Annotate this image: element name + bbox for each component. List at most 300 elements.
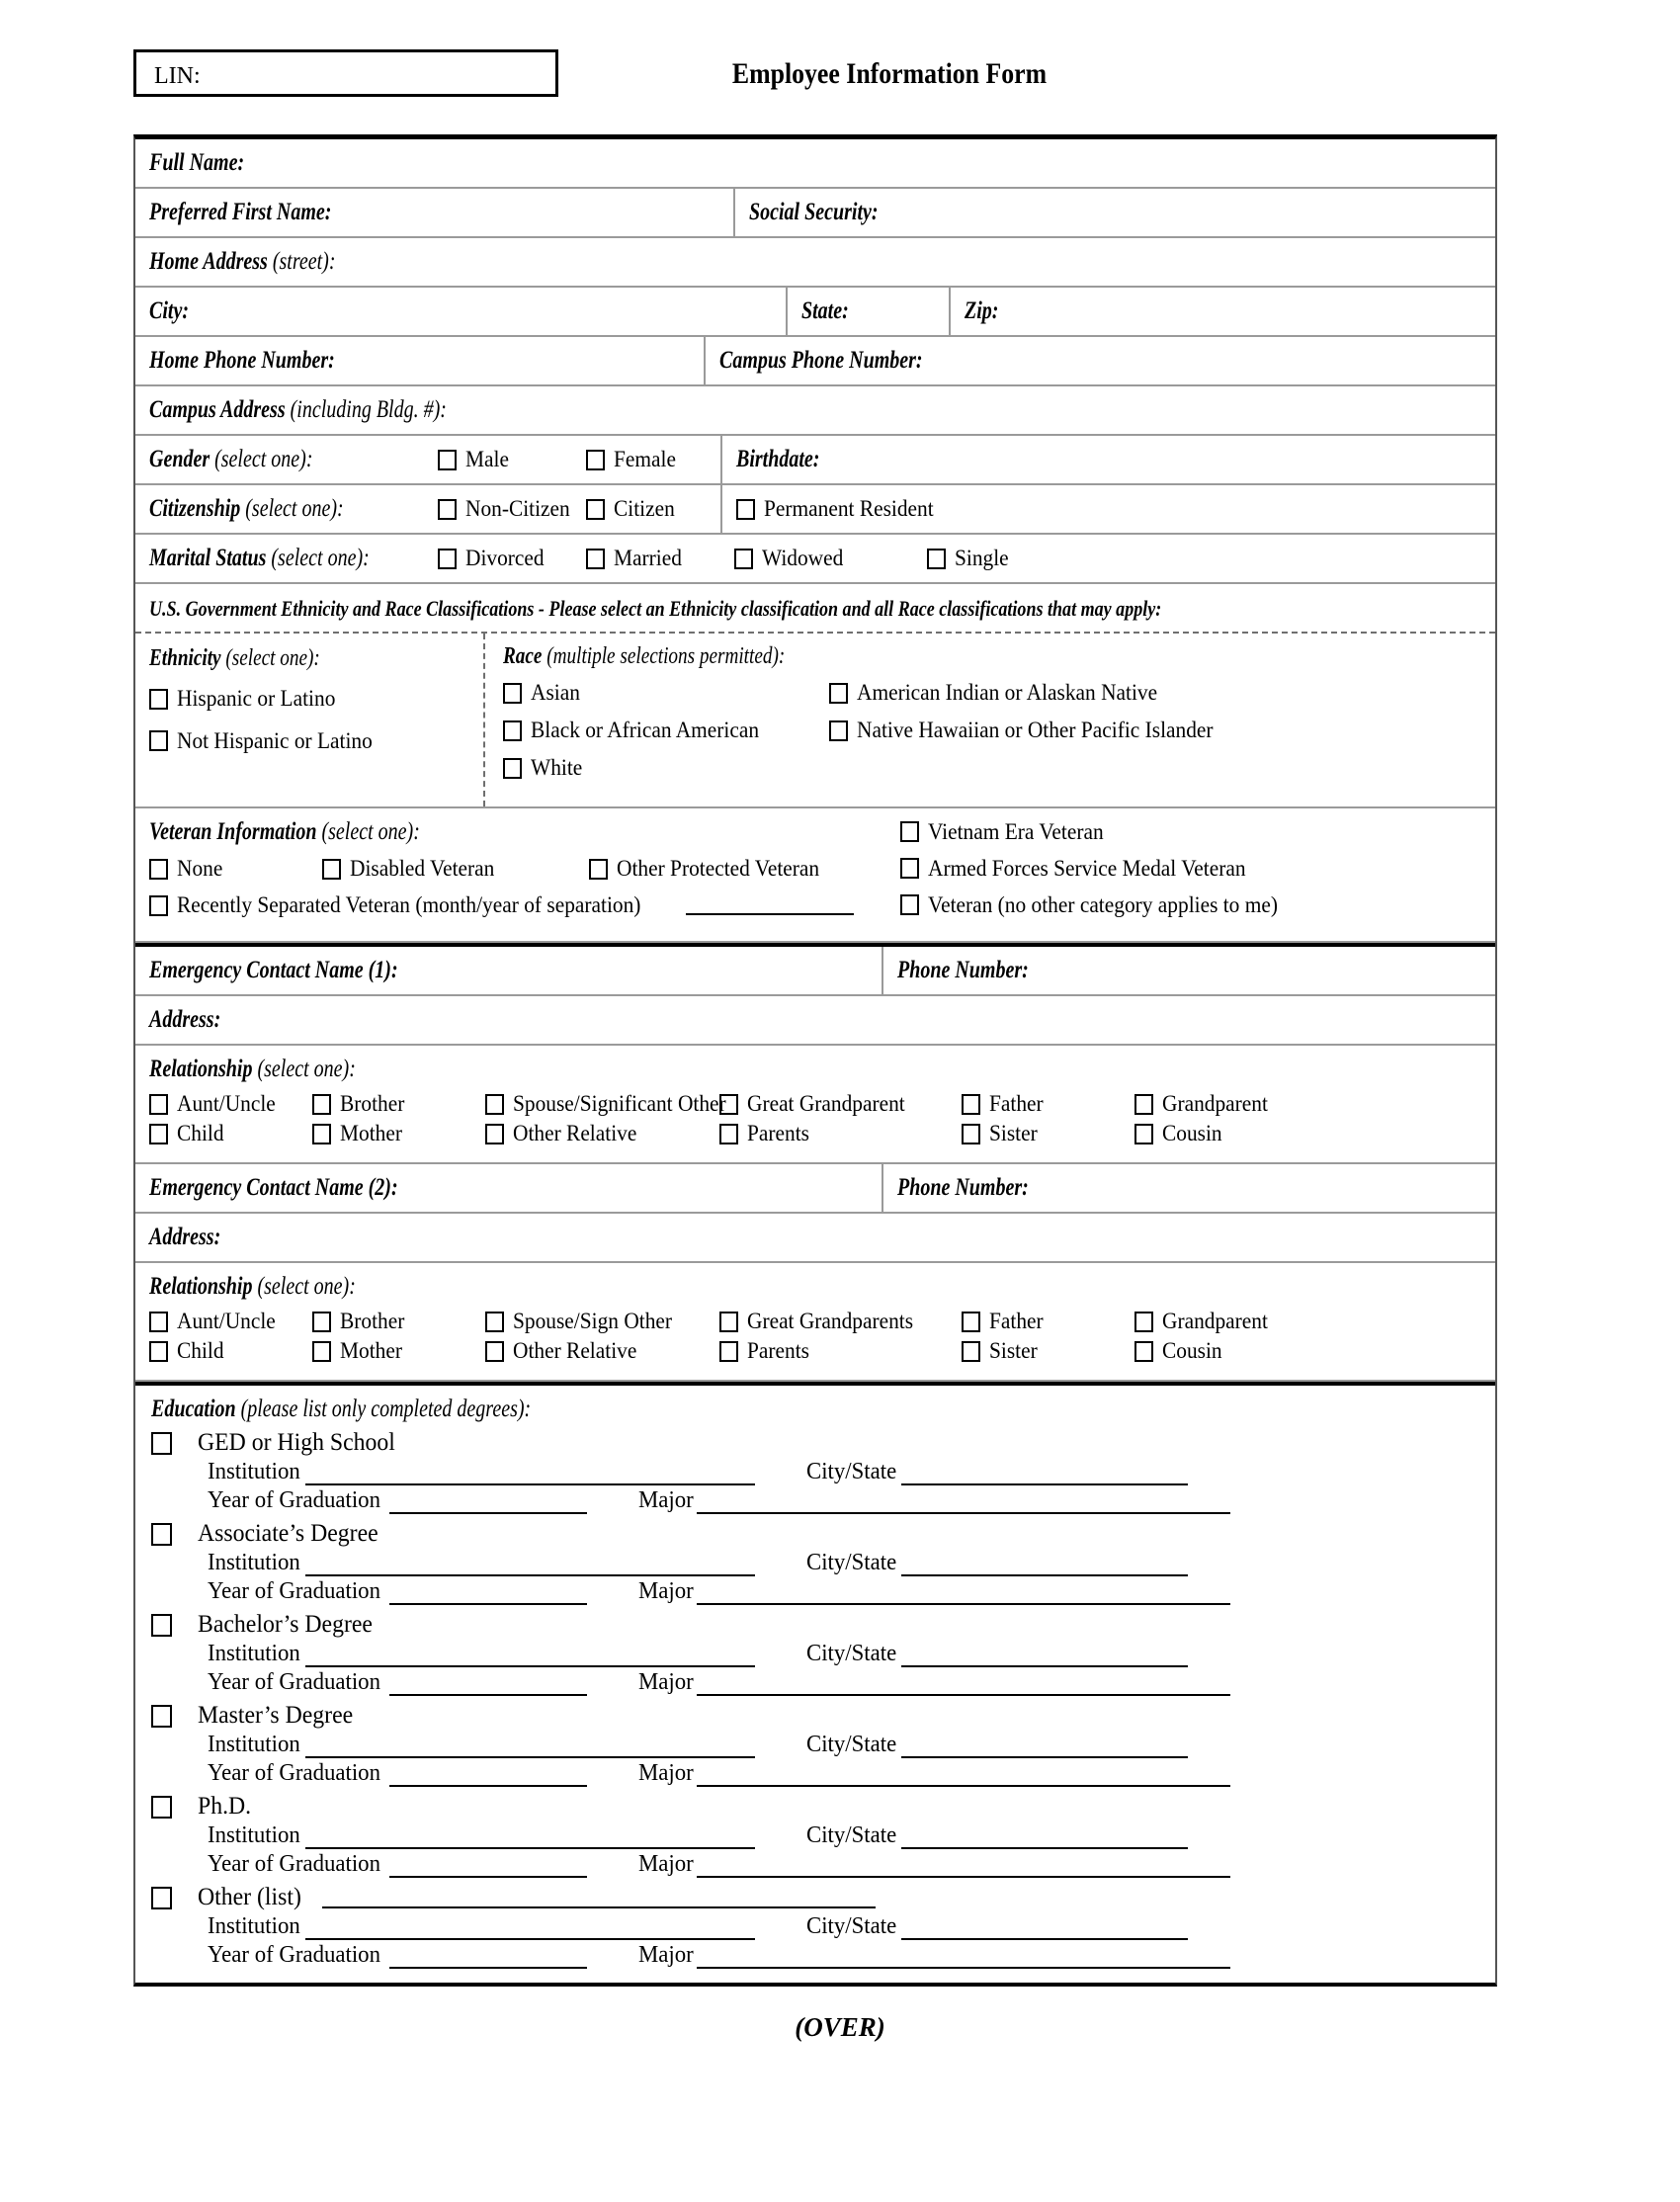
zip-label: Zip: <box>965 297 999 324</box>
row-emergency-contact-2-name <box>135 1164 1495 1214</box>
race-left-1-label: Black or African American <box>531 718 760 742</box>
gender-label: Gender (select one): <box>149 446 313 472</box>
veteran-option-no-other-category[interactable] <box>900 892 1481 918</box>
ssn-label-cell <box>733 189 880 236</box>
education-degree-label: Master’s Degree <box>198 1702 354 1729</box>
relationship-column <box>962 1309 1134 1368</box>
row-ethnicity-race <box>135 634 1495 808</box>
citizenship-label-cell <box>135 485 424 533</box>
checkbox-degree[interactable] <box>151 1523 172 1546</box>
checkbox-married[interactable] <box>586 549 605 569</box>
education-entry <box>151 1429 1481 1514</box>
checkbox-american-indian-or-alaskan-native[interactable] <box>829 683 848 704</box>
emergency-contact-2-address-cell[interactable] <box>135 1214 1495 1261</box>
year-of-graduation-input[interactable] <box>389 1765 587 1787</box>
major-input[interactable] <box>697 1947 1230 1969</box>
relationship-column <box>1134 1091 1481 1150</box>
checkbox-degree[interactable] <box>151 1614 172 1637</box>
checkbox-disabled-veteran[interactable] <box>322 859 341 880</box>
row-campus-address <box>135 386 1495 436</box>
checkbox-relationship[interactable] <box>312 1341 331 1362</box>
checkbox-relationship[interactable] <box>485 1094 504 1115</box>
relationship-option[interactable] <box>962 1338 1134 1364</box>
citizenship-option-permanent-resident[interactable] <box>720 485 1495 533</box>
birthdate-cell[interactable] <box>720 436 1495 483</box>
checkbox-non-citizen[interactable] <box>438 499 457 520</box>
education-entries <box>151 1429 1481 1969</box>
relationship-option-label: Great Grandparent <box>747 1091 905 1116</box>
institution-label: Institution <box>208 1641 300 1666</box>
institution-input[interactable] <box>305 1736 755 1758</box>
marital-option-2-label: Widowed <box>762 546 844 570</box>
relationship-option[interactable] <box>719 1121 962 1146</box>
veteran-option-recently-separated[interactable] <box>149 892 676 918</box>
ethnicity-block <box>135 634 483 806</box>
education-degree-label: Ph.D. <box>198 1793 252 1820</box>
relationship-option[interactable] <box>312 1121 485 1146</box>
checkbox-veteran-no-other-category[interactable] <box>900 894 919 915</box>
campus-address-cell[interactable] <box>135 386 1495 434</box>
city-state-input[interactable] <box>901 1918 1188 1940</box>
preferred-name-cell[interactable] <box>135 189 733 236</box>
year-of-graduation-input[interactable] <box>389 1947 587 1969</box>
veteran-recently-separated-label: Recently Separated Veteran (month/year of separation) <box>177 892 641 917</box>
checkbox-relationship[interactable] <box>1134 1341 1153 1362</box>
checkbox-native-hawaiian-or-other-pacific-islander[interactable] <box>829 720 848 741</box>
row-emergency-contact-1-relationship <box>135 1046 1495 1164</box>
institution-input[interactable] <box>305 1555 755 1576</box>
education-label: Education (please list only completed degrees): <box>151 1396 532 1422</box>
relationship-option-label: Father <box>989 1309 1044 1333</box>
education-institution-line <box>208 1822 1481 1849</box>
relationship-option[interactable] <box>962 1091 1134 1117</box>
emergency-contact-2-phone-cell[interactable] <box>882 1164 1495 1212</box>
relationship-option[interactable] <box>312 1309 485 1334</box>
emergency-contact-2-relationship-grid <box>149 1309 1481 1368</box>
citizenship-label: Citizenship (select one): <box>149 495 344 522</box>
city-state-label: City/State <box>805 1641 896 1666</box>
relationship-option[interactable] <box>1134 1309 1481 1334</box>
relationship-option[interactable] <box>485 1309 719 1334</box>
citizenship-option-0-label: Non-Citizen <box>465 496 570 521</box>
zip-cell[interactable] <box>949 288 1495 335</box>
preferred-first-name-label: Preferred First Name: <box>149 199 332 225</box>
relationship-option[interactable] <box>719 1091 962 1117</box>
relationship-option[interactable] <box>1134 1091 1481 1117</box>
checkbox-other-degree[interactable] <box>151 1887 172 1909</box>
relationship-option[interactable] <box>719 1338 962 1364</box>
checkbox-white[interactable] <box>503 758 522 779</box>
relationship-option-label: Mother <box>340 1121 402 1145</box>
campus-address-label: Campus Address (including Bldg. #): <box>149 396 447 423</box>
race-right-1-label: Native Hawaiian or Other Pacific Islander <box>857 718 1214 742</box>
row-emergency-contact-2-address <box>135 1214 1495 1263</box>
major-label: Major <box>638 1760 694 1786</box>
city-cell[interactable] <box>135 288 786 335</box>
citizenship-option-citizen[interactable] <box>572 485 720 533</box>
separation-date-input[interactable] <box>686 896 854 915</box>
form-body <box>133 134 1497 1987</box>
veteran-right-0-label: Vietnam Era Veteran <box>928 818 1104 844</box>
institution-label: Institution <box>208 1822 300 1848</box>
ethnicity-option-1-label: Not Hispanic or Latino <box>177 727 373 753</box>
veteran-left-1-label: Disabled Veteran <box>350 856 495 881</box>
relationship-option-label: Parents <box>747 1121 809 1145</box>
year-of-graduation-label: Year of Graduation <box>208 1851 380 1877</box>
veteran-option-armed-forces-medal[interactable] <box>900 856 1481 882</box>
row-emergency-contact-2-relationship <box>135 1263 1495 1382</box>
race-column-left <box>503 680 829 793</box>
education-year-major-line <box>208 1851 1481 1878</box>
veteran-option-vietnam-era[interactable] <box>900 819 1481 845</box>
major-input[interactable] <box>697 1492 1230 1514</box>
relationship-option[interactable] <box>312 1338 485 1364</box>
home-address-cell[interactable] <box>135 238 1495 286</box>
gender-option-male[interactable] <box>424 436 572 483</box>
relationship-column <box>719 1309 962 1368</box>
relationship-option-label: Cousin <box>1162 1338 1222 1363</box>
race-column-right <box>829 680 1485 793</box>
education-degree-row[interactable] <box>151 1793 1481 1821</box>
checkbox-recently-separated-veteran[interactable] <box>149 895 168 916</box>
relationship-option[interactable] <box>149 1091 312 1117</box>
relationship-option-label: Child <box>177 1121 224 1145</box>
emergency-contact-2-relationship-label: Relationship (select one): <box>149 1273 356 1300</box>
birthdate-label: Birthdate: <box>736 446 820 472</box>
major-input[interactable] <box>697 1856 1230 1878</box>
other-degree-input[interactable] <box>322 1887 876 1908</box>
education-year-major-line <box>208 1487 1481 1514</box>
full-name-label-cell <box>135 139 254 187</box>
year-of-graduation-input[interactable] <box>389 1674 587 1696</box>
education-entry <box>151 1793 1481 1878</box>
education-other-label: Other (list) <box>198 1884 301 1910</box>
city-state-label: City/State <box>805 1732 896 1757</box>
relationship-column <box>719 1091 962 1150</box>
education-institution-line <box>208 1641 1481 1667</box>
gender-male-label: Male <box>465 447 509 471</box>
institution-input[interactable] <box>305 1827 755 1849</box>
veteran-right-1-label: Armed Forces Service Medal Veteran <box>928 855 1246 881</box>
relationship-column <box>149 1309 312 1368</box>
relationship-option-label: Brother <box>340 1309 405 1333</box>
page-footer: (OVER) <box>795 2012 885 2042</box>
checkbox-relationship[interactable] <box>1134 1312 1153 1332</box>
gender-female-label: Female <box>614 447 676 471</box>
form-header <box>0 28 1680 127</box>
row-marital-status <box>135 535 1495 584</box>
city-state-input[interactable] <box>901 1464 1188 1485</box>
year-of-graduation-label: Year of Graduation <box>208 1669 380 1695</box>
full-name-label: Full Name: <box>149 149 245 176</box>
checkbox-hispanic-or-latino[interactable] <box>149 689 168 710</box>
gender-option-female[interactable] <box>572 436 720 483</box>
education-degree-label: GED or High School <box>198 1429 395 1456</box>
veteran-left-0-label: None <box>177 856 223 881</box>
ethnicity-option-0-label: Hispanic or Latino <box>177 686 336 711</box>
emergency-contact-1-name-label: Emergency Contact Name (1): <box>149 957 398 983</box>
year-of-graduation-input[interactable] <box>389 1856 587 1878</box>
city-state-input[interactable] <box>901 1736 1188 1758</box>
row-education <box>135 1382 1495 1983</box>
veteran-option-other-protected[interactable] <box>589 856 835 882</box>
checkbox-relationship[interactable] <box>485 1341 504 1362</box>
emergency-contact-2-address-label: Address: <box>149 1224 221 1250</box>
relationship-column <box>312 1091 485 1150</box>
institution-label: Institution <box>208 1913 300 1939</box>
education-institution-line <box>208 1913 1481 1940</box>
education-institution-line <box>208 1459 1481 1485</box>
marital-option-widowed[interactable] <box>720 535 913 582</box>
city-state-input[interactable] <box>901 1646 1188 1667</box>
checkbox-widowed[interactable] <box>734 549 753 569</box>
veteran-right-2-label: Veteran (no other category applies to me) <box>928 891 1278 917</box>
major-input[interactable] <box>697 1583 1230 1605</box>
checkbox-degree[interactable] <box>151 1705 172 1728</box>
checkbox-relationship[interactable] <box>485 1124 504 1144</box>
ethnicity-race-notice-text: U.S. Government Ethnicity and Race Classifications - Please select an Ethnicity classification and all Race classifications that may apply: <box>149 596 1162 621</box>
home-address-label: Home Address (street): <box>149 248 336 275</box>
race-block <box>483 634 1495 806</box>
citizenship-option-2-label: Permanent Resident <box>764 496 934 521</box>
row-citizenship <box>135 485 1495 535</box>
relationship-column <box>312 1309 485 1368</box>
relationship-option[interactable] <box>962 1309 1134 1334</box>
city-state-label: City/State <box>805 1459 896 1484</box>
education-degree-row[interactable] <box>151 1702 1481 1730</box>
institution-label: Institution <box>208 1459 300 1484</box>
checkbox-relationship[interactable] <box>312 1312 331 1332</box>
race-left-2-label: White <box>531 755 583 780</box>
relationship-option[interactable] <box>485 1121 719 1146</box>
relationship-column <box>962 1091 1134 1150</box>
education-year-major-line <box>208 1760 1481 1787</box>
row-preferred-name <box>135 189 1495 238</box>
education-institution-line <box>208 1550 1481 1576</box>
row-emergency-contact-1-name <box>135 943 1495 996</box>
veteran-option-none[interactable] <box>149 856 322 882</box>
checkbox-not-hispanic-or-latino[interactable] <box>149 730 168 751</box>
emergency-contact-1-phone-label: Phone Number: <box>897 957 1029 983</box>
institution-input[interactable] <box>305 1464 755 1485</box>
major-label: Major <box>638 1942 694 1968</box>
major-label: Major <box>638 1669 694 1695</box>
city-state-input[interactable] <box>901 1827 1188 1849</box>
row-full-name <box>135 139 1495 189</box>
marital-option-single[interactable] <box>913 535 1495 582</box>
checkbox-relationship[interactable] <box>962 1094 980 1115</box>
relationship-option-label: Mother <box>340 1338 402 1363</box>
veteran-option-disabled[interactable] <box>322 856 589 882</box>
social-security-label: Social Security: <box>749 199 879 225</box>
race-option-white[interactable] <box>503 755 829 781</box>
race-option-asian[interactable] <box>503 680 829 706</box>
form-page <box>0 28 1680 2202</box>
relationship-option[interactable] <box>719 1309 962 1334</box>
relationship-option[interactable] <box>149 1121 312 1146</box>
year-of-graduation-label: Year of Graduation <box>208 1942 380 1968</box>
checkbox-relationship[interactable] <box>719 1124 738 1144</box>
checkbox-permanent-resident[interactable] <box>736 499 755 520</box>
marital-option-divorced[interactable] <box>424 535 572 582</box>
education-entry <box>151 1702 1481 1787</box>
checkbox-asian[interactable] <box>503 683 522 704</box>
emergency-contact-2-name-cell[interactable] <box>135 1164 882 1212</box>
major-label: Major <box>638 1851 694 1877</box>
ethnicity-option-hispanic[interactable] <box>149 686 347 712</box>
campus-phone-cell[interactable] <box>704 337 1495 384</box>
veteran-right-column <box>900 819 1481 929</box>
emergency-contact-2-name-label: Emergency Contact Name (2): <box>149 1174 398 1201</box>
relationship-column <box>149 1091 312 1150</box>
year-of-graduation-input[interactable] <box>389 1492 587 1514</box>
marital-option-0-label: Divorced <box>465 546 545 570</box>
checkbox-relationship[interactable] <box>149 1312 168 1332</box>
institution-label: Institution <box>208 1550 300 1575</box>
relationship-option-label: Grandparent <box>1162 1309 1268 1333</box>
education-entry <box>151 1611 1481 1696</box>
relationship-option-label: Brother <box>340 1091 405 1116</box>
relationship-option-label: Great Grandparents <box>747 1309 914 1333</box>
checkbox-relationship[interactable] <box>149 1124 168 1144</box>
education-year-major-line <box>208 1942 1481 1969</box>
veteran-left-column <box>149 818 900 929</box>
emergency-contact-1-phone-cell[interactable] <box>882 947 1495 994</box>
checkbox-relationship[interactable] <box>1134 1124 1153 1144</box>
race-option-native-hawaiian[interactable] <box>829 718 1485 743</box>
relationship-option[interactable] <box>1134 1338 1481 1364</box>
major-input[interactable] <box>697 1674 1230 1696</box>
marital-status-label-cell <box>135 535 424 582</box>
relationship-column <box>485 1091 726 1150</box>
relationship-option[interactable] <box>962 1121 1134 1146</box>
relationship-option-label: Father <box>989 1091 1044 1116</box>
education-institution-line <box>208 1732 1481 1758</box>
relationship-option[interactable] <box>149 1309 312 1334</box>
education-other-row[interactable] <box>151 1884 1481 1911</box>
city-label: City: <box>149 297 189 324</box>
checkbox-other-protected-veteran[interactable] <box>589 859 608 880</box>
checkbox-relationship[interactable] <box>719 1312 738 1332</box>
education-year-major-line <box>208 1578 1481 1605</box>
row-emergency-contact-1-address <box>135 996 1495 1046</box>
checkbox-vietnam-era-veteran[interactable] <box>900 821 919 842</box>
checkbox-relationship[interactable] <box>312 1124 331 1144</box>
relationship-option[interactable] <box>1134 1121 1481 1146</box>
marital-option-3-label: Single <box>955 546 1009 570</box>
relationship-option-label: Sister <box>989 1338 1038 1363</box>
relationship-option[interactable] <box>312 1091 485 1117</box>
checkbox-veteran-none[interactable] <box>149 859 168 880</box>
checkbox-single[interactable] <box>927 549 946 569</box>
state-label: State: <box>801 297 849 324</box>
institution-input[interactable] <box>305 1918 755 1940</box>
marital-option-married[interactable] <box>572 535 720 582</box>
emergency-contact-1-address-cell[interactable] <box>135 996 1495 1044</box>
citizenship-option-non-citizen[interactable] <box>424 485 572 533</box>
checkbox-relationship[interactable] <box>1134 1094 1153 1115</box>
state-cell[interactable] <box>786 288 949 335</box>
relationship-option-label: Spouse/Sign Other <box>513 1309 673 1333</box>
checkbox-relationship[interactable] <box>312 1094 331 1115</box>
year-of-graduation-label: Year of Graduation <box>208 1760 380 1786</box>
education-degree-label: Associate’s Degree <box>198 1520 378 1547</box>
city-state-label: City/State <box>805 1550 896 1575</box>
relationship-option-label: Other Relative <box>513 1121 637 1145</box>
education-entry <box>151 1520 1481 1605</box>
relationship-option[interactable] <box>485 1091 726 1117</box>
checkbox-relationship[interactable] <box>485 1312 504 1332</box>
relationship-option-label: Aunt/Uncle <box>177 1091 276 1116</box>
major-label: Major <box>638 1487 694 1513</box>
row-phones <box>135 337 1495 386</box>
relationship-option-label: Cousin <box>1162 1121 1222 1145</box>
row-home-address <box>135 238 1495 288</box>
education-degree-row[interactable] <box>151 1429 1481 1457</box>
checkbox-citizen[interactable] <box>586 499 605 520</box>
education-degree-row[interactable] <box>151 1611 1481 1639</box>
row-veteran <box>135 808 1495 943</box>
gender-label-cell <box>135 436 424 483</box>
education-degree-row[interactable] <box>151 1520 1481 1548</box>
race-option-american-indian[interactable] <box>829 680 1485 706</box>
relationship-option[interactable] <box>485 1338 719 1364</box>
relationship-option-label: Grandparent <box>1162 1091 1268 1116</box>
race-right-0-label: American Indian or Alaskan Native <box>857 680 1158 705</box>
citizenship-option-1-label: Citizen <box>614 496 675 521</box>
year-of-graduation-label: Year of Graduation <box>208 1578 380 1604</box>
checkbox-black-or-african-american[interactable] <box>503 720 522 741</box>
checkbox-female[interactable] <box>586 450 605 470</box>
home-phone-cell[interactable] <box>135 337 704 384</box>
year-of-graduation-label: Year of Graduation <box>208 1487 380 1513</box>
checkbox-divorced[interactable] <box>438 549 457 569</box>
relationship-option-label: Spouse/Significant Other <box>513 1091 726 1116</box>
ethnicity-label: Ethnicity (select one): <box>149 645 320 671</box>
checkbox-relationship[interactable] <box>962 1124 980 1144</box>
checkbox-armed-forces-service-medal-veteran[interactable] <box>900 858 919 879</box>
relationship-column <box>485 1309 719 1368</box>
row-gender <box>135 436 1495 485</box>
checkbox-relationship[interactable] <box>962 1341 980 1362</box>
relationship-option-label: Child <box>177 1338 224 1363</box>
year-of-graduation-input[interactable] <box>389 1583 587 1605</box>
lin-box[interactable] <box>133 49 558 97</box>
emergency-contact-2-phone-label: Phone Number: <box>897 1174 1029 1201</box>
institution-input[interactable] <box>305 1646 755 1667</box>
relationship-option-label: Parents <box>747 1338 809 1363</box>
marital-option-1-label: Married <box>614 546 682 570</box>
checkbox-relationship[interactable] <box>149 1341 168 1362</box>
checkbox-degree[interactable] <box>151 1796 172 1819</box>
city-state-label: City/State <box>805 1822 896 1848</box>
checkbox-relationship[interactable] <box>962 1312 980 1332</box>
home-phone-label: Home Phone Number: <box>149 347 335 374</box>
checkbox-degree[interactable] <box>151 1432 172 1455</box>
checkbox-relationship[interactable] <box>149 1094 168 1115</box>
race-option-black[interactable] <box>503 718 829 743</box>
relationship-option[interactable] <box>149 1338 312 1364</box>
veteran-label: Veteran Information (select one): <box>149 818 420 845</box>
ethnicity-option-not-hispanic[interactable] <box>149 728 387 754</box>
education-entry-other <box>151 1884 1481 1969</box>
city-state-input[interactable] <box>901 1555 1188 1576</box>
city-state-label: City/State <box>805 1913 896 1939</box>
major-input[interactable] <box>697 1765 1230 1787</box>
checkbox-relationship[interactable] <box>719 1341 738 1362</box>
emergency-contact-1-name-cell[interactable] <box>135 947 882 994</box>
checkbox-male[interactable] <box>438 450 457 470</box>
